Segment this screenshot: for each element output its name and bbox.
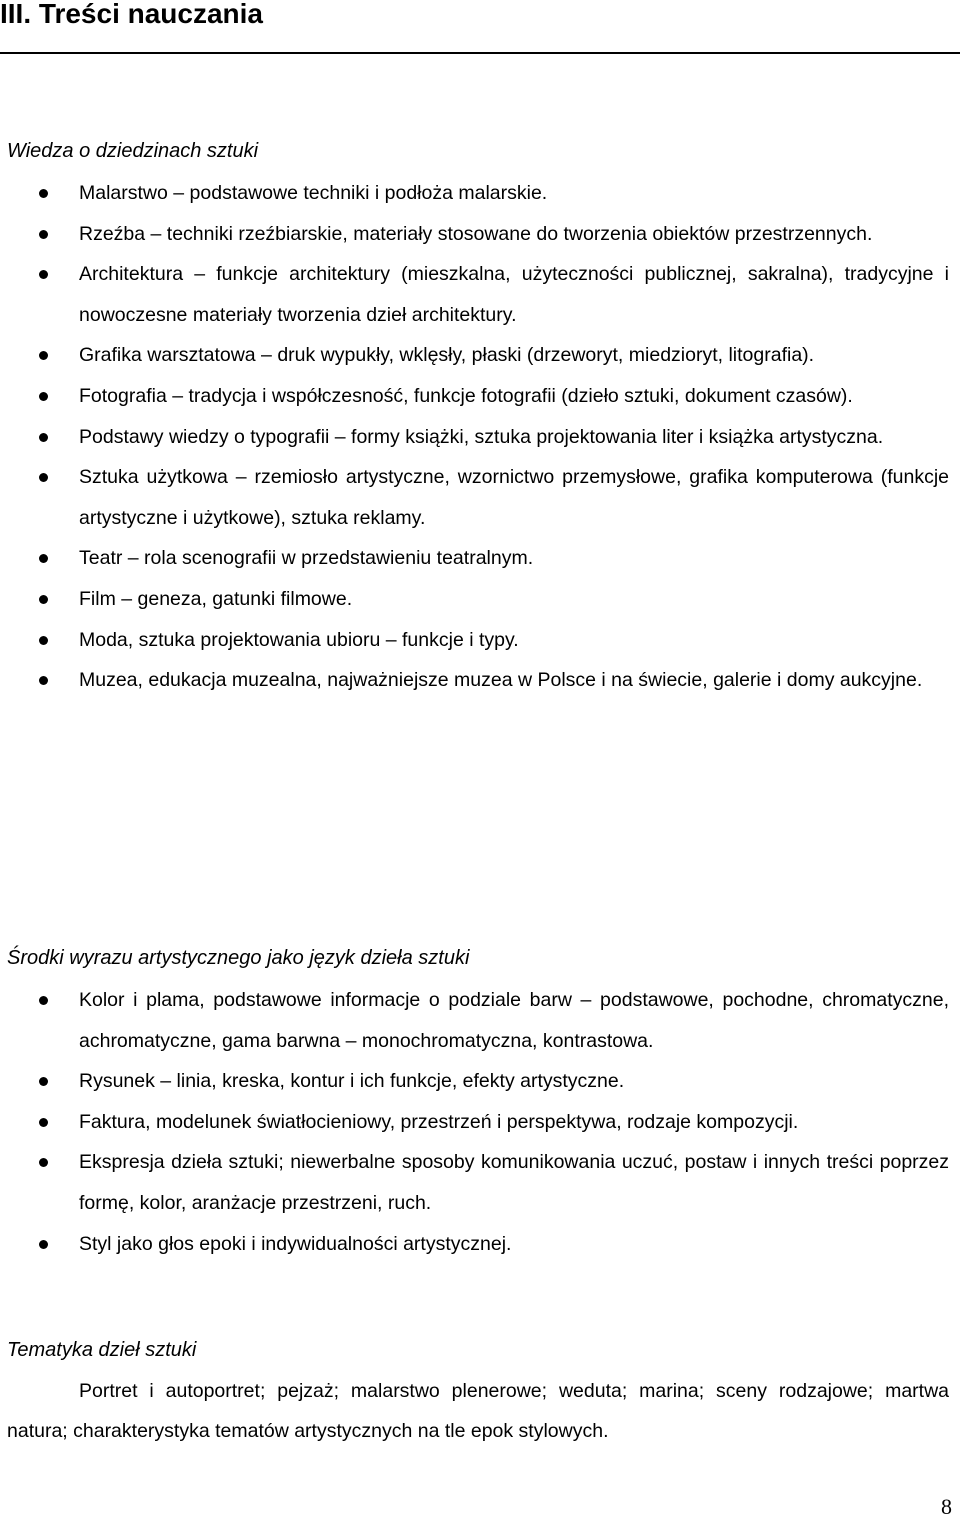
bullet-icon bbox=[39, 1077, 48, 1086]
list-item-text: Muzea, edukacja muzealna, najważniejsze muzea w Polsce i na świecie, galerie i domy aukcyjne. bbox=[79, 669, 923, 692]
bullet-icon bbox=[39, 1118, 48, 1127]
list-item bbox=[0, 173, 949, 214]
list-item bbox=[0, 1224, 949, 1265]
bullet-icon bbox=[39, 433, 48, 442]
list-item-text: Architektura – funkcje architektury (mieszkalna, użyteczności publicznej, sakralna), tradycyjne i nowoczesne materiały tworzenia dzieł architektury. bbox=[79, 263, 949, 326]
list-item bbox=[0, 214, 949, 255]
bullet-icon bbox=[39, 1158, 48, 1167]
list-item-text: Faktura, modelunek światłocieniowy, przestrzeń i perspektywa, rodzaje kompozycji. bbox=[79, 1110, 799, 1133]
bullet-icon bbox=[39, 189, 48, 198]
list-item bbox=[0, 1142, 949, 1223]
list-item-text: Sztuka użytkowa – rzemiosło artystyczne, wzornictwo przemysłowe, grafika komputerowa (funkcje artystyczne i użytkowe), sztuka reklamy. bbox=[79, 466, 949, 529]
list-item bbox=[0, 1102, 949, 1143]
bullet-icon bbox=[39, 595, 48, 604]
list-item-text: Moda, sztuka projektowania ubioru – funkcje i typy. bbox=[79, 628, 519, 651]
list-item bbox=[0, 620, 949, 661]
bullet-list-wiedza bbox=[0, 173, 949, 701]
heading-underline bbox=[0, 52, 960, 54]
list-item-text: Podstawy wiedzy o typografii – formy książki, sztuka projektowania liter i książka artystyczna. bbox=[79, 425, 884, 448]
bullet-list-srodki bbox=[0, 980, 949, 1264]
bullet-icon bbox=[39, 996, 48, 1005]
list-item-text: Styl jako głos epoki i indywidualności artystycznej. bbox=[79, 1232, 512, 1255]
section-title-tematyka: Tematyka dzieł sztuki bbox=[7, 1339, 197, 1361]
list-item-text: Rysunek – linia, kreska, kontur i ich funkcje, efekty artystyczne. bbox=[79, 1070, 625, 1093]
bullet-icon bbox=[39, 473, 48, 482]
list-item bbox=[0, 579, 949, 620]
list-item-text: Film – geneza, gatunki filmowe. bbox=[79, 587, 353, 610]
bullet-icon bbox=[39, 636, 48, 645]
list-item bbox=[0, 335, 949, 376]
list-item bbox=[0, 254, 949, 335]
bullet-icon bbox=[39, 554, 48, 563]
bullet-icon bbox=[39, 230, 48, 239]
bullet-icon bbox=[39, 351, 48, 360]
list-item bbox=[0, 457, 949, 538]
list-item bbox=[0, 1061, 949, 1102]
bullet-icon bbox=[39, 676, 48, 685]
list-item bbox=[0, 417, 949, 458]
bullet-icon bbox=[39, 392, 48, 401]
chapter-heading: III. Treści nauczania bbox=[0, 0, 264, 29]
bullet-icon bbox=[39, 270, 48, 279]
list-item-text: Kolor i plama, podstawowe informacje o podziale barw – podstawowe, pochodne, chromatyczne, achromatyczne, gama barwna – monochromatyczna, kontrastowa. bbox=[79, 989, 949, 1052]
list-item-text: Teatr – rola scenografii w przedstawieniu teatralnym. bbox=[79, 547, 534, 570]
list-item-text: Ekspresja dzieła sztuki; niewerbalne sposoby komunikowania uczuć, postaw i innych treści poprzez formę, kolor, aranżacje przestrzeni, ruch. bbox=[79, 1151, 949, 1214]
list-item-text: Malarstwo – podstawowe techniki i podłoża malarskie. bbox=[79, 182, 548, 204]
list-item-text: Grafika warsztatowa – druk wypukły, wklęsły, płaski (drzeworyt, miedzioryt, litografia). bbox=[79, 344, 815, 367]
list-item bbox=[0, 980, 949, 1061]
bullet-icon bbox=[39, 1240, 48, 1249]
list-item bbox=[0, 660, 949, 701]
list-item bbox=[0, 376, 949, 417]
page-number: 8 bbox=[941, 1494, 952, 1519]
section-title-srodki: Środki wyrazu artystycznego jako język dzieła sztuki bbox=[7, 947, 470, 969]
tematyka-paragraph: Portret i autoportret; pejzaż; malarstwo plenerowe; weduta; marina; sceny rodzajowe; martwa natura; charakterystyka tematów artystycznych na tle epok stylowych. bbox=[7, 1380, 949, 1442]
list-item-text: Fotografia – tradycja i współczesność, funkcje fotografii (dzieło sztuki, dokument czasów). bbox=[79, 384, 853, 407]
list-item bbox=[0, 538, 949, 579]
list-item-text: Rzeźba – techniki rzeźbiarskie, materiały stosowane do tworzenia obiektów przestrzennych. bbox=[79, 222, 873, 245]
section-title-wiedza: Wiedza o dziedzinach sztuki bbox=[7, 140, 259, 162]
